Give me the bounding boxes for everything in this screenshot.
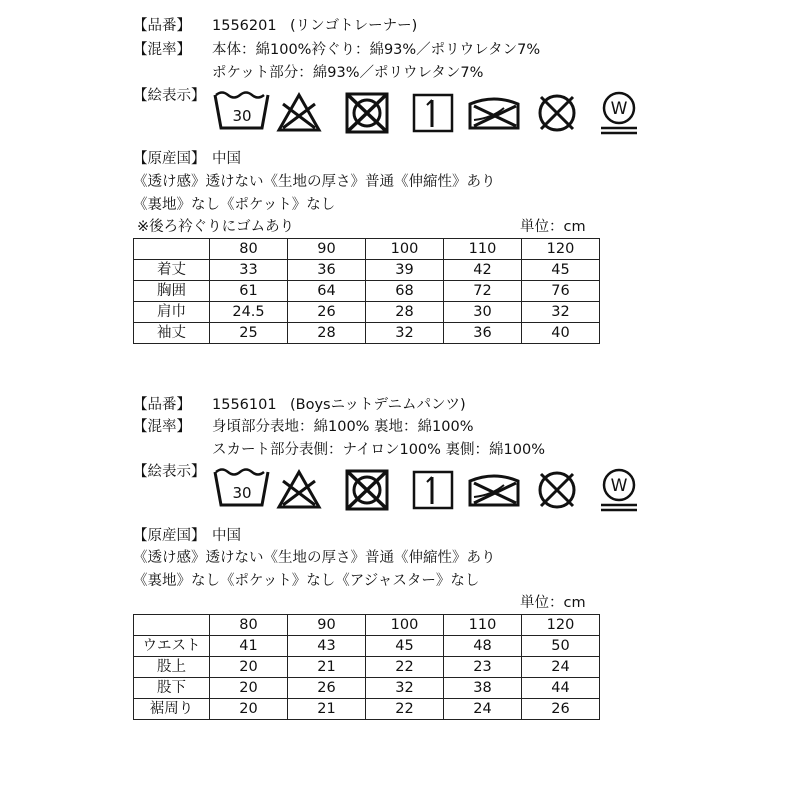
size-header: 110	[444, 615, 522, 636]
table-cell: 45	[522, 260, 600, 281]
table-cell: 39	[366, 260, 444, 281]
table-cell: 25	[210, 323, 288, 344]
size-table	[133, 614, 600, 720]
table-row	[134, 281, 600, 302]
origin-label: 【原産国】	[133, 528, 206, 544]
unit: 単位：cm	[520, 219, 586, 235]
size-header: 100	[366, 239, 444, 260]
table-row	[134, 678, 600, 699]
no-dry-clean-icon	[532, 467, 582, 513]
table-cell: 61	[210, 281, 288, 302]
size-header: 80	[210, 615, 288, 636]
origin: 中国	[212, 528, 241, 544]
table-cell: 36	[288, 260, 366, 281]
table-cell: 32	[366, 323, 444, 344]
wash-30-icon	[212, 467, 272, 513]
table-cell: 44	[522, 678, 600, 699]
row-label: 股下	[134, 678, 210, 699]
row-label: 股上	[134, 657, 210, 678]
material-line-1: 身頃部分表地：綿100% 裏地：綿100%	[212, 419, 474, 435]
care-label: 【絵表示】	[133, 88, 206, 104]
table-row	[134, 657, 600, 678]
table-cell: 42	[444, 260, 522, 281]
material-line-1: 本体：綿100%衿ぐり：綿93%／ポリウレタン7%	[212, 42, 541, 58]
table-cell: 30	[444, 302, 522, 323]
material-line-2: ポケット部分：綿93%／ポリウレタン7%	[212, 65, 484, 81]
item-name: (Boysニットデニムパンツ)	[290, 397, 466, 413]
row-label: 胸囲	[134, 281, 210, 302]
table-row	[134, 323, 600, 344]
table-cell: 26	[288, 678, 366, 699]
item-name: (リンゴトレーナー)	[290, 18, 418, 34]
material-label: 【混率】	[133, 419, 191, 435]
table-cell: 64	[288, 281, 366, 302]
origin-label: 【原産国】	[133, 151, 206, 167]
corner-cell	[134, 239, 210, 260]
table-row	[134, 699, 600, 720]
size-header: 90	[288, 615, 366, 636]
no-tumble-dry-icon	[342, 467, 392, 513]
size-header-row	[134, 615, 600, 636]
item-no: 1556101	[212, 397, 277, 413]
wash-temp: 30	[232, 107, 252, 125]
table-cell: 20	[210, 678, 288, 699]
size-table	[133, 238, 600, 344]
table-cell: 32	[366, 678, 444, 699]
note: ※後ろ衿ぐりにゴムあり	[137, 219, 295, 235]
size-header: 100	[366, 615, 444, 636]
table-cell: 21	[288, 657, 366, 678]
line-dry-icon	[410, 90, 456, 136]
table-cell: 26	[288, 302, 366, 323]
size-header: 120	[522, 239, 600, 260]
care-label: 【絵表示】	[133, 464, 206, 480]
size-header: 110	[444, 239, 522, 260]
wet-clean-letter: W	[610, 476, 628, 496]
table-row	[134, 636, 600, 657]
table-cell: 32	[522, 302, 600, 323]
wet-clean-letter: W	[610, 99, 628, 119]
row-label: 肩巾	[134, 302, 210, 323]
care-icons	[212, 467, 642, 513]
table-cell: 72	[444, 281, 522, 302]
table-cell: 20	[210, 657, 288, 678]
table-cell: 68	[366, 281, 444, 302]
attr-line-2: 《裏地》なし《ポケット》なし《アジャスター》なし	[133, 573, 480, 589]
size-header: 80	[210, 239, 288, 260]
attr-line-1: 《透け感》透けない《生地の厚さ》普通《伸縮性》あり	[133, 174, 496, 190]
table-row	[134, 302, 600, 323]
unit: 単位：cm	[520, 595, 586, 611]
wash-30-icon	[212, 90, 272, 136]
table-cell: 33	[210, 260, 288, 281]
table-cell: 24.5	[210, 302, 288, 323]
wash-temp: 30	[232, 484, 252, 502]
row-label: ウエスト	[134, 636, 210, 657]
table-cell: 48	[444, 636, 522, 657]
iron-icon	[464, 90, 524, 136]
wet-clean-icon	[596, 90, 642, 136]
item-no-label: 【品番】	[133, 18, 191, 34]
iron-icon	[464, 467, 524, 513]
table-row	[134, 260, 600, 281]
no-bleach-icon	[275, 90, 323, 136]
table-cell: 24	[522, 657, 600, 678]
table-cell: 22	[366, 657, 444, 678]
table-cell: 43	[288, 636, 366, 657]
wet-clean-icon	[596, 467, 642, 513]
size-header: 90	[288, 239, 366, 260]
table-cell: 28	[366, 302, 444, 323]
table-cell: 36	[444, 323, 522, 344]
table-cell: 50	[522, 636, 600, 657]
table-cell: 40	[522, 323, 600, 344]
attr-line-2: 《裏地》なし《ポケット》なし	[133, 197, 336, 213]
table-cell: 45	[366, 636, 444, 657]
corner-cell	[134, 615, 210, 636]
no-bleach-icon	[275, 467, 323, 513]
table-cell: 41	[210, 636, 288, 657]
size-header: 120	[522, 615, 600, 636]
table-cell: 38	[444, 678, 522, 699]
table-cell: 22	[366, 699, 444, 720]
size-header-row	[134, 239, 600, 260]
row-label: 裾周り	[134, 699, 210, 720]
care-icons	[212, 90, 642, 136]
table-cell: 21	[288, 699, 366, 720]
row-label: 着丈	[134, 260, 210, 281]
table-cell: 24	[444, 699, 522, 720]
attr-line-1: 《透け感》透けない《生地の厚さ》普通《伸縮性》あり	[133, 550, 496, 566]
table-cell: 28	[288, 323, 366, 344]
item-no-label: 【品番】	[133, 397, 191, 413]
origin: 中国	[212, 151, 241, 167]
no-tumble-dry-icon	[342, 90, 392, 136]
table-cell: 26	[522, 699, 600, 720]
no-dry-clean-icon	[532, 90, 582, 136]
line-dry-icon	[410, 467, 456, 513]
item-no: 1556201	[212, 18, 277, 34]
table-cell: 23	[444, 657, 522, 678]
table-cell: 20	[210, 699, 288, 720]
material-line-2: スカート部分表側：ナイロン100% 裏側：綿100%	[212, 442, 546, 458]
material-label: 【混率】	[133, 42, 191, 58]
row-label: 袖丈	[134, 323, 210, 344]
table-cell: 76	[522, 281, 600, 302]
